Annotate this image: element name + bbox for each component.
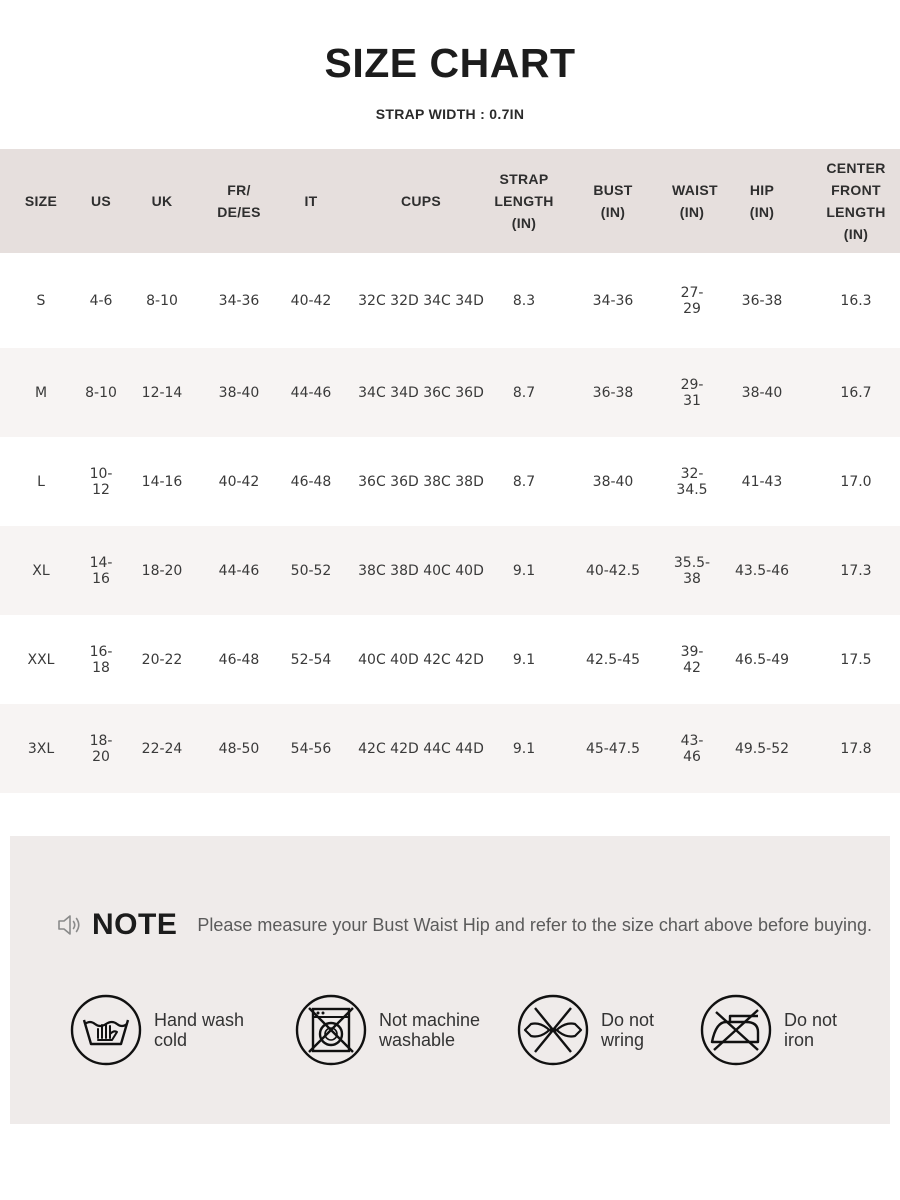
header-strap-length: [494, 149, 554, 253]
cell-it: 52-54: [290, 651, 332, 668]
note-text: Please measure your Bust Waist Hip and refer to the size chart above before buying.: [197, 914, 873, 935]
cell-it: 50-52: [274, 526, 348, 615]
cell-us: 16-18: [89, 643, 113, 676]
table-row: [0, 704, 900, 793]
no-iron-icon: [700, 994, 772, 1066]
header-center-front-length: [812, 149, 900, 253]
cell-size: 3XL: [0, 704, 82, 793]
cell-strap-length: 9.1: [494, 526, 554, 615]
no-machine-wash-icon: [295, 994, 367, 1066]
cell-it: 46-48: [290, 473, 332, 490]
cell-waist: 35.5-38: [672, 526, 712, 615]
cell-fr: 46-48: [218, 651, 260, 668]
care-label-hand-wash: Hand wash cold: [154, 1010, 245, 1050]
cell-center-front-length: 17.5: [840, 651, 872, 668]
cell-size: S: [36, 292, 46, 309]
cell-hip: 49.5-52: [712, 704, 812, 793]
cell-hip: 41-43: [741, 473, 783, 490]
header-hip-text: HIP (IN): [749, 182, 775, 220]
cell-bust: 34-36: [592, 292, 634, 309]
cell-hip: 43.5-46: [712, 526, 812, 615]
cell-strap-length: 9.1: [494, 704, 554, 793]
care-label-no-iron: Do not iron: [784, 1010, 838, 1050]
cell-waist: 39-42: [680, 643, 704, 676]
cell-hip: 36-38: [741, 292, 783, 309]
header-fr-de-es-text: FR/ DE/ES: [217, 182, 261, 220]
cell-us: 10-12: [89, 465, 113, 498]
cell-hip: 38-40: [712, 348, 812, 437]
cell-uk: 14-16: [141, 473, 183, 490]
cell-waist: 29-31: [672, 348, 712, 437]
cell-us: 14-16: [82, 526, 120, 615]
care-item-hand-wash: [70, 994, 244, 1066]
cell-size: L: [37, 473, 45, 490]
cell-cups: 42C 42D 44C 44D: [348, 704, 494, 793]
care-note-panel: [10, 836, 890, 1124]
cell-fr: 48-50: [204, 704, 274, 793]
cell-center-front-length: 17.8: [812, 704, 900, 793]
cell-uk: 20-22: [141, 651, 183, 668]
cell-it: 54-56: [274, 704, 348, 793]
cell-strap-length: 9.1: [512, 651, 536, 668]
header-center-front-length-text: CENTER FRONT LENGTH (IN): [826, 160, 886, 242]
cell-cups: 32C 32D 34C 34D: [358, 292, 484, 309]
header-bust: [554, 149, 672, 253]
note-row: [56, 905, 872, 945]
speaker-icon: [56, 913, 82, 937]
strap-width-subtitle: STRAP WIDTH : 0.7IN: [375, 106, 525, 122]
cell-bust: 45-47.5: [554, 704, 672, 793]
table-row: [0, 348, 900, 437]
header-uk: UK: [120, 149, 204, 253]
care-item-no-wring: [517, 994, 654, 1066]
table-row: [0, 526, 900, 615]
cell-strap-length: 8.7: [494, 348, 554, 437]
note-title: NOTE: [92, 908, 178, 941]
cell-us: 4-6: [89, 292, 113, 309]
cell-cups: 34C 34D 36C 36D: [348, 348, 494, 437]
cell-center-front-length: 17.3: [812, 526, 900, 615]
cell-strap-length: 8.3: [512, 292, 536, 309]
header-waist: [672, 149, 718, 253]
cell-it: 44-46: [274, 348, 348, 437]
cell-waist: 32-34.5: [676, 465, 708, 498]
cell-bust: 36-38: [554, 348, 672, 437]
size-chart-table: [0, 149, 900, 793]
cell-size: XXL: [27, 651, 55, 668]
cell-fr: 34-36: [218, 292, 260, 309]
care-item-no-iron: [700, 994, 837, 1066]
header-us: US: [82, 149, 120, 253]
cell-size: M: [0, 348, 82, 437]
header-waist-text: WAIST (IN): [672, 182, 718, 220]
care-item-no-machine-wash: [295, 994, 480, 1066]
cell-uk: 12-14: [120, 348, 204, 437]
header-cups: CUPS: [348, 149, 494, 253]
cell-uk: 22-24: [120, 704, 204, 793]
cell-waist: 43-46: [672, 704, 712, 793]
care-label-no-wring: Do not wring: [601, 1010, 655, 1050]
cell-uk: 18-20: [120, 526, 204, 615]
cell-bust: 40-42.5: [554, 526, 672, 615]
cell-bust: 38-40: [592, 473, 634, 490]
cell-strap-length: 8.7: [512, 473, 536, 490]
hand-wash-icon: [70, 994, 142, 1066]
cell-us: 8-10: [82, 348, 120, 437]
header-strap-length-text: STRAP LENGTH (IN): [494, 171, 554, 231]
cell-fr: 40-42: [218, 473, 260, 490]
page-title: SIZE CHART: [324, 40, 576, 86]
table-row: [0, 437, 900, 526]
care-label-no-machine-wash: Not machine washable: [379, 1010, 481, 1050]
cell-cups: 38C 38D 40C 40D: [348, 526, 494, 615]
cell-center-front-length: 17.0: [840, 473, 872, 490]
header-it: IT: [274, 149, 348, 253]
cell-center-front-length: 16.3: [840, 292, 872, 309]
cell-size: XL: [0, 526, 82, 615]
table-header-row: [0, 149, 900, 253]
cell-cups: 36C 36D 38C 38D: [358, 473, 484, 490]
cell-it: 40-42: [290, 292, 332, 309]
cell-fr: 38-40: [204, 348, 274, 437]
header-bust-text: BUST (IN): [593, 182, 633, 220]
cell-bust: 42.5-45: [585, 651, 641, 668]
no-wring-icon: [517, 994, 589, 1066]
cell-uk: 8-10: [146, 292, 178, 309]
table-row: [0, 615, 900, 704]
cell-cups: 40C 40D 42C 42D: [358, 651, 484, 668]
header-hip: [712, 149, 812, 253]
cell-fr: 44-46: [204, 526, 274, 615]
header-size: SIZE: [0, 149, 82, 253]
header-fr-de-es: [204, 149, 274, 253]
cell-waist: 27-29: [680, 284, 704, 317]
table-row: [0, 253, 900, 348]
cell-us: 18-20: [82, 704, 120, 793]
cell-hip: 46.5-49: [734, 651, 790, 668]
cell-center-front-length: 16.7: [812, 348, 900, 437]
